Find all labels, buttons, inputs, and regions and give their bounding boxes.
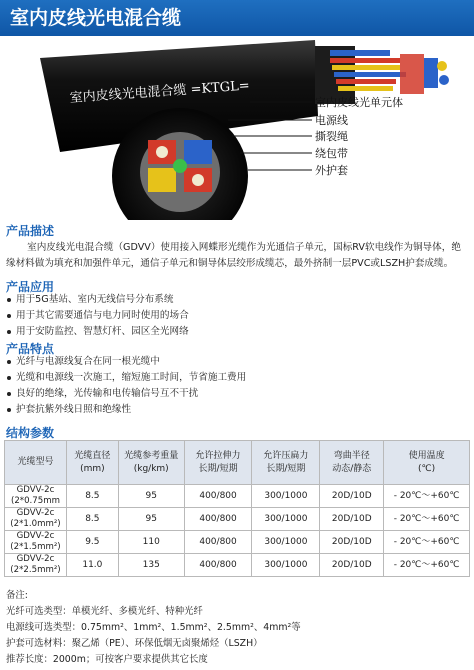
table-cell: 300/1000 (252, 531, 320, 554)
callout-wrapping-tape: 绕包带 (315, 147, 348, 160)
list-item: 用于5G基站、室内无线信号分布系统 (6, 292, 468, 308)
table-cell: 400/800 (184, 531, 252, 554)
column-header: 光缆参考重量 (kg/km) (118, 441, 184, 485)
description-text: 室内皮线光电混合缆（GDVV）使用接入网蝶形光缆作为光通信子单元，国标RV软电线作为铜导体，绝缘材料做为填充和加强件单元，通信子单元和铜导体层绞形成缆芯，最外挤制一层PVC或LSZH护套成缆。 (6, 242, 461, 269)
table-row (5, 531, 470, 554)
table-cell: 20D/10D (320, 554, 384, 577)
column-header: 光缆直径 (mm) (66, 441, 118, 485)
table-cell: - 20℃～+60℃ (384, 531, 470, 554)
callout-ripcord: 撕裂绳 (315, 130, 348, 143)
column-header: 弯曲半径 动态/静态 (320, 441, 384, 485)
page-title-bar (0, 0, 474, 36)
application-title: 产品应用 (6, 280, 55, 294)
table-cell: 8.5 (66, 508, 118, 531)
list-item: 用于其它需要通信与电力同时使用的场合 (6, 308, 468, 324)
table-cell: 20D/10D (320, 508, 384, 531)
table-cell: 20D/10D (320, 531, 384, 554)
callout-fiber-unit: 室内皮线光单元体 (315, 96, 403, 109)
table-cell: 300/1000 (252, 485, 320, 508)
table-header-row (5, 441, 470, 485)
table-cell: - 20℃～+60℃ (384, 508, 470, 531)
note-line: 护套可选材料：聚乙烯（PE）、环保低烟无卤聚烯烃（LSZH） (6, 638, 263, 649)
features-title: 产品特点 (6, 342, 55, 356)
notes-block (6, 588, 468, 668)
callout-power-wire: 电源线 (315, 114, 348, 127)
table-cell: 11.0 (66, 554, 118, 577)
model-cell: GDVV-2c (2*2.5mm²) (5, 554, 67, 577)
note-line: 电源线可选类型：0.75mm²、1mm²、1.5mm²、2.5mm²、4mm²等 (6, 622, 301, 633)
column-header: 允许拉伸力 长期/短期 (184, 441, 252, 485)
features-list (6, 354, 468, 418)
table-cell: 135 (118, 554, 184, 577)
callout-outer-sheath: 外护套 (315, 164, 348, 177)
model-cell: GDVV-2c (2*0.75mm (5, 485, 67, 508)
list-item: 护套抗紫外线日照和绝缘性 (6, 402, 468, 418)
table-cell: 300/1000 (252, 508, 320, 531)
list-item: 良好的绝缘，光传输和电传输信号互不干扰 (6, 386, 468, 402)
model-cell: GDVV-2c (2*1.0mm²) (5, 508, 67, 531)
spec-table (4, 440, 470, 577)
description-title: 产品描述 (6, 224, 55, 238)
specs-title: 结构参数 (6, 426, 55, 440)
table-cell: 400/800 (184, 485, 252, 508)
table-cell: 95 (118, 485, 184, 508)
table-cell: 9.5 (66, 531, 118, 554)
table-cell: 400/800 (184, 508, 252, 531)
list-item: 光纤与电源线复合在同一根光缆中 (6, 354, 468, 370)
table-cell: 8.5 (66, 485, 118, 508)
model-cell: GDVV-2c (2*1.5mm²) (5, 531, 67, 554)
note-line: 光纤可选类型：单模光纤、多模光纤、特种光纤 (6, 606, 203, 617)
application-list (6, 292, 468, 340)
page-title: 室内皮线光电混合缆 (10, 7, 182, 29)
table-row (5, 554, 470, 577)
table-cell: 400/800 (184, 554, 252, 577)
table-cell: - 20℃～+60℃ (384, 485, 470, 508)
column-header: 允许压扁力 长期/短期 (252, 441, 320, 485)
table-cell: 20D/10D (320, 485, 384, 508)
cable-illustration (0, 36, 474, 220)
notes-heading: 备注: (6, 590, 28, 601)
table-cell: 110 (118, 531, 184, 554)
table-row (5, 508, 470, 531)
column-header: 使用温度 (℃) (384, 441, 470, 485)
list-item: 光缆和电源线一次施工，缩短施工时间，节省施工费用 (6, 370, 468, 386)
column-header: 光缆型号 (5, 441, 67, 485)
list-item: 用于安防监控、智慧灯杆、园区全光网络 (6, 324, 468, 340)
table-cell: 95 (118, 508, 184, 531)
note-line: 推荐长度：2000m；可按客户要求提供其它长度 (6, 654, 208, 665)
cable-print-text: 室内皮线光电混合缆 =KTGL= (69, 78, 251, 106)
table-row (5, 485, 470, 508)
table-cell: - 20℃～+60℃ (384, 554, 470, 577)
table-cell: 300/1000 (252, 554, 320, 577)
